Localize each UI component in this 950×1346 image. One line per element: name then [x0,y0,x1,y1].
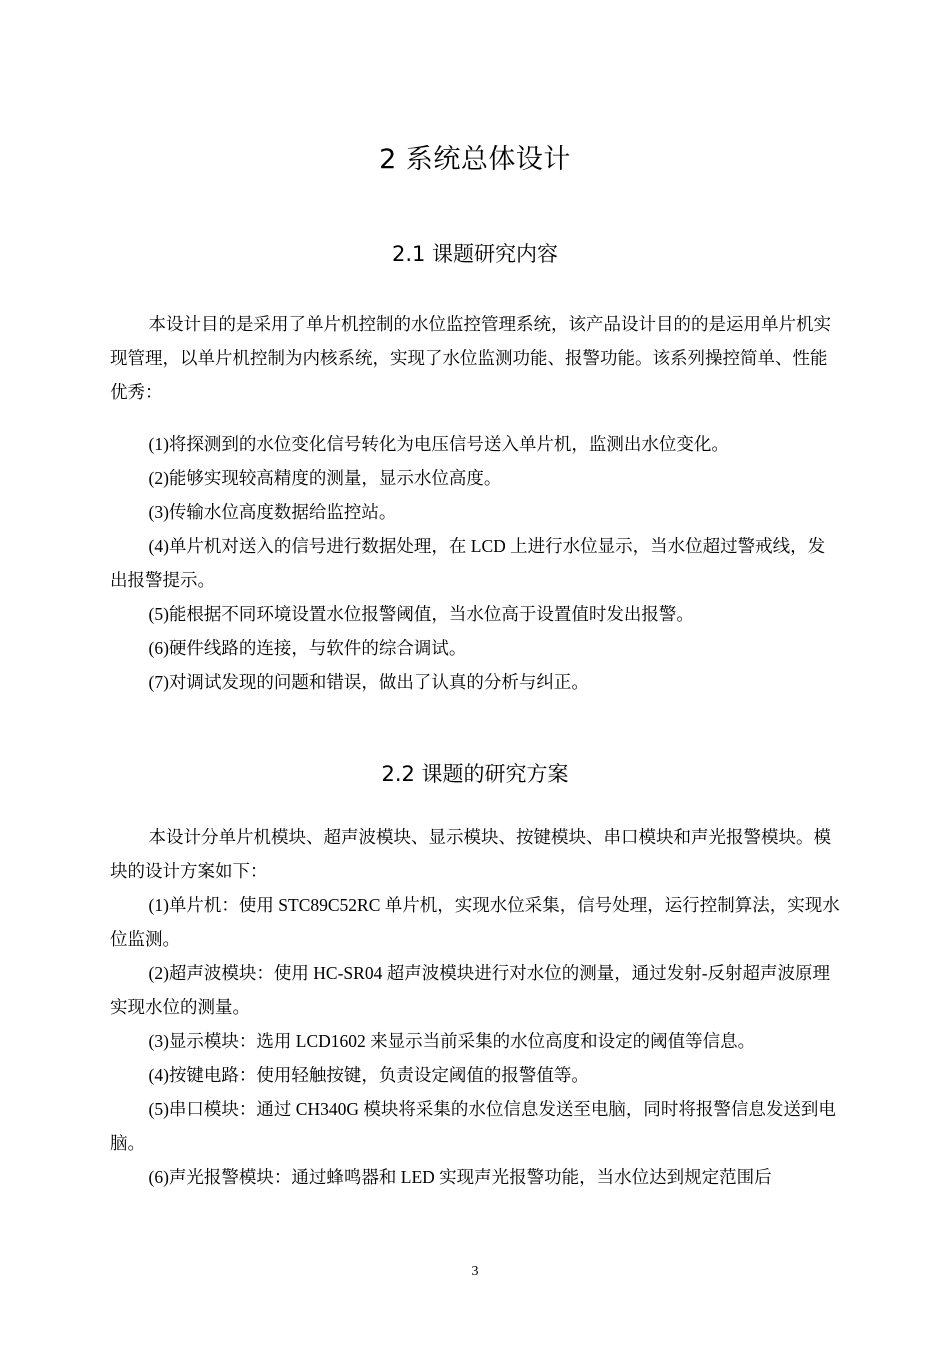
chapter-title: 2 系统总体设计 [379,144,571,175]
list-item: (2)超声波模块：使用 HC-SR04 超声波模块进行对水位的测量，通过发射-反射超声波原理实现水位的测量。 [110,963,831,1017]
section-2-1-body [110,307,840,699]
list-item: (4)按键电路：使用轻触按键，负责设定阈值的报警值等。 [148,1065,589,1085]
list-item: (1)将探测到的水位变化信号转化为电压信号送入单片机，监测出水位变化。 [148,434,729,454]
list-item: (3)显示模块：选用 LCD1602 来显示当前采集的水位高度和设定的阈值等信息。 [148,1031,756,1051]
list-item: (7)对调试发现的问题和错误，做出了认真的分析与纠正。 [148,672,589,692]
page-number: 3 [471,1264,479,1279]
list-item: (6)声光报警模块：通过蜂鸣器和 LED 实现声光报警功能，当水位达到规定范围后 [148,1167,772,1187]
list-item: (5)能根据不同环境设置水位报警阈值，当水位高于设置值时发出报警。 [148,604,694,624]
section-2-2-intro: 本设计分单片机模块、超声波模块、显示模块、按键模块、串口模块和声光报警模块。模块的设计方案如下： [110,827,831,881]
section-2-1-intro: 本设计目的是采用了单片机控制的水位监控管理系统，该产品设计目的的是运用单片机实现管理，以单片机控制为内核系统，实现了水位监测功能、报警功能。该系列操控简单、性能优秀： [110,314,831,402]
list-item: (4)单片机对送入的信号进行数据处理，在 LCD 上进行水位显示，当水位超过警戒线，发出报警提示。 [110,536,826,590]
list-item: (2)能够实现较高精度的测量，显示水位高度。 [148,468,502,488]
list-item: (1)单片机：使用 STC89C52RC 单片机，实现水位采集，信号处理，运行控制算法，实现水位监测。 [110,895,840,949]
list-item: (5)串口模块：通过 CH340G 模块将采集的水位信息发送至电脑，同时将报警信息发送到电脑。 [110,1099,836,1153]
list-item: (3)传输水位高度数据给监控站。 [148,502,397,522]
section-heading-2-2: 2.2 课题的研究方案 [381,762,569,786]
section-heading-2-1: 2.1 课题研究内容 [391,242,559,266]
list-item: (6)硬件线路的连接，与软件的综合调试。 [148,638,467,658]
section-2-2-body [110,820,840,1194]
